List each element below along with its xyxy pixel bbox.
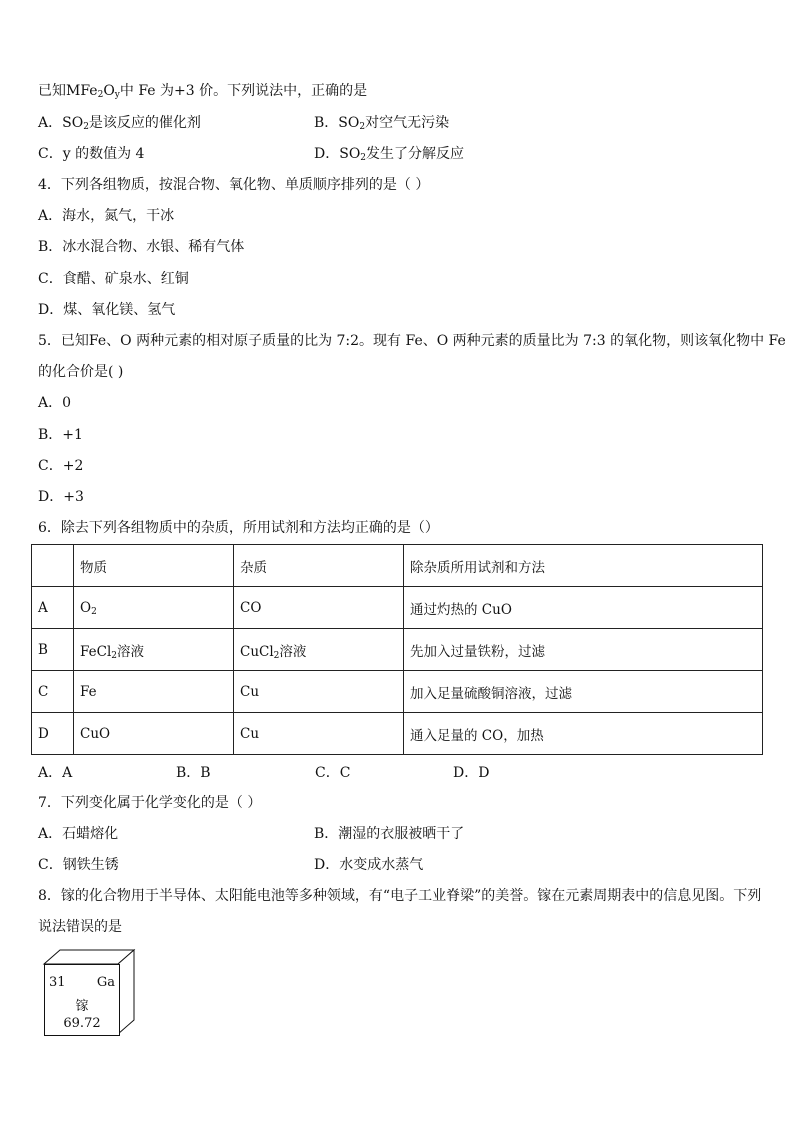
table-header-row: [32, 545, 763, 587]
q5-option-d[interactable]: D．+3: [38, 489, 84, 505]
table-row: [32, 671, 763, 713]
q4-option-d[interactable]: D．煤、氧化镁、氢气: [38, 302, 176, 318]
q3-option-d[interactable]: D．$SO_2$发生了分解反应: [314, 146, 465, 163]
impurity-cell: Cu: [234, 713, 404, 755]
element-symbol: Ga: [96, 975, 115, 990]
substance-cell: $O_2$: [74, 587, 234, 629]
q6-option-d[interactable]: D．D: [453, 765, 490, 781]
impurity-cell: Cu: [234, 671, 404, 713]
q3-intro: 已知$MFe_2O_y$中 Fe 为+3 价。下列说法中，正确的是: [38, 83, 368, 100]
substance-cell: Fe: [74, 671, 234, 713]
method-cell: 先加入过量铁粉，过滤: [404, 629, 763, 671]
q7-option-a[interactable]: A．石蜡熔化: [38, 826, 119, 842]
q7-option-b[interactable]: B．潮湿的衣服被晒干了: [314, 826, 465, 842]
table-row: [32, 587, 763, 629]
method-cell: 通过灼热的 CuO: [404, 587, 763, 629]
q3-option-c[interactable]: C．y 的数值为 4: [38, 146, 145, 162]
q3-option-a[interactable]: A．$SO_2$是该反应的催化剂: [38, 115, 201, 132]
q4-question: 4．下列各组物质，按混合物、氧化物、单质顺序排列的是（ ）: [38, 177, 430, 193]
table-header-cell: 除杂质所用试剂和方法: [404, 545, 763, 587]
q6-option-c[interactable]: C．C: [315, 765, 351, 781]
row-key: D: [32, 713, 74, 755]
q5-question-line2: 的化合价是( ): [38, 364, 124, 380]
q6-table: [31, 544, 763, 755]
table-header-cell: [32, 545, 74, 587]
q7-option-c[interactable]: C．钢铁生锈: [38, 857, 119, 873]
table-row: [32, 713, 763, 755]
row-key: A: [32, 587, 74, 629]
q6-option-a[interactable]: A．A: [38, 765, 73, 781]
substance-cell: FeCl$_2$溶液: [74, 629, 234, 671]
q4-option-c[interactable]: C．食醋、矿泉水、红铜: [38, 271, 189, 287]
method-cell: 通入足量的 CO，加热: [404, 713, 763, 755]
q7-question: 7．下列变化属于化学变化的是（ ）: [38, 795, 262, 811]
q5-question-line1: 5．已知Fe、O 两种元素的相对原子质量的比为 7:2。现有 Fe、O 两种元素的质量比为 7:3 的氧化物，则该氧化物中 Fe: [38, 333, 786, 349]
gallium-element-cell: [44, 964, 120, 1036]
table-header-cell: 杂质: [234, 545, 404, 587]
impurity-cell: CuCl$_2$溶液: [234, 629, 404, 671]
q7-option-d[interactable]: D．水变成水蒸气: [314, 857, 424, 873]
q3-option-b[interactable]: B．$SO_2$对空气无污染: [314, 115, 450, 132]
q4-option-a[interactable]: A．海水，氮气，干冰: [38, 208, 175, 224]
row-key: C: [32, 671, 74, 713]
q5-option-c[interactable]: C．+2: [38, 458, 84, 474]
table-row: [32, 629, 763, 671]
element-name: 镓: [75, 999, 89, 1014]
q6-question: 6．除去下列各组物质中的杂质，所用试剂和方法均正确的是（）: [38, 520, 439, 536]
q6-option-b[interactable]: B．B: [176, 765, 211, 781]
table-header-cell: 物质: [74, 545, 234, 587]
q8-question-line2: 说法错误的是: [38, 919, 122, 935]
impurity-cell: CO: [234, 587, 404, 629]
q8-question-line1: 8．镓的化合物用于半导体、太阳能电池等多种领域，有“电子工业脊梁”的美誉。镓在元素周期表中的信息见图。下列: [38, 888, 762, 904]
method-cell: 加入足量硫酸铜溶液，过滤: [404, 671, 763, 713]
row-key: B: [32, 629, 74, 671]
q4-option-b[interactable]: B．冰水混合物、水银、稀有气体: [38, 239, 245, 255]
atomic-mass: 69.72: [63, 1016, 101, 1031]
substance-cell: CuO: [74, 713, 234, 755]
atomic-number: 31: [49, 975, 66, 990]
q5-option-a[interactable]: A．0: [38, 395, 72, 411]
q5-option-b[interactable]: B．+1: [38, 427, 83, 443]
